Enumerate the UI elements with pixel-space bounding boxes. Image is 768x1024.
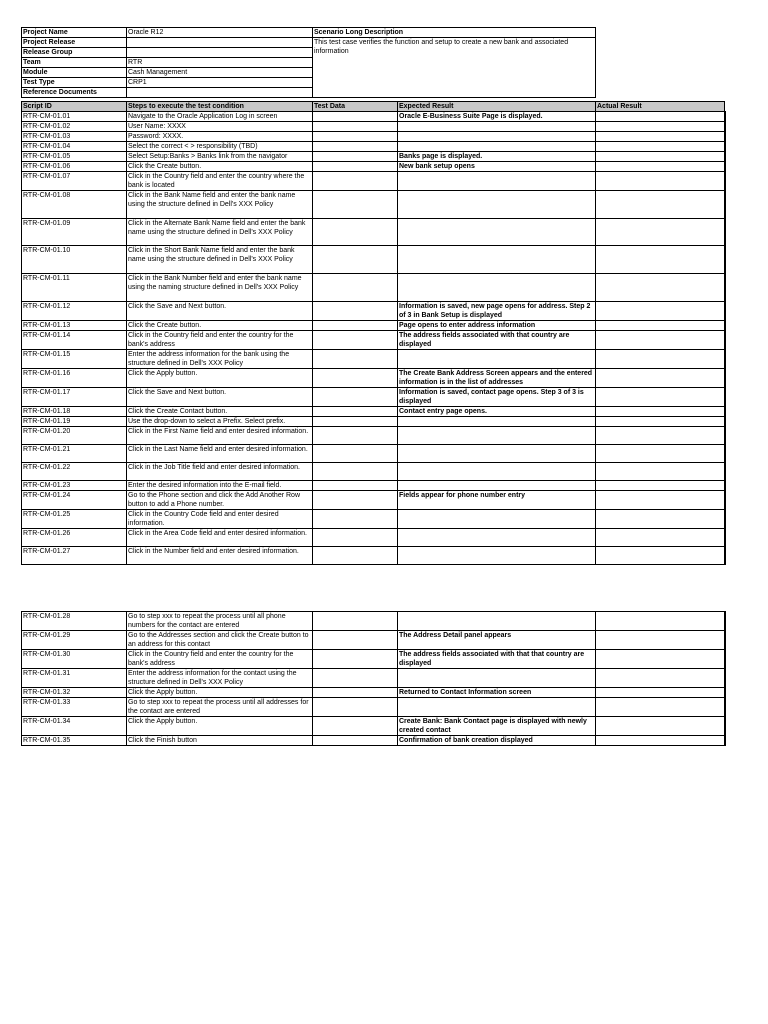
script-id-cell: RTR-CM-01.14 [22,331,127,350]
table-row [22,369,725,388]
info-row [22,38,596,48]
step-cell: Click in the Last Name field and enter desired information. [127,445,313,463]
actual-result-cell [596,547,725,565]
table-row [22,481,725,491]
table-row [22,445,725,463]
actual-result-cell [596,698,725,717]
expected-result-cell: The Create Bank Address Screen appears and the entered information is in the list of addresses [398,369,596,388]
step-cell: Click in the First Name field and enter desired information. [127,427,313,445]
table-row [22,650,725,669]
actual-result-cell [596,274,725,302]
expected-result-cell [398,427,596,445]
test-data-cell [313,122,398,132]
info-value [127,88,313,98]
test-data-cell [313,162,398,172]
test-data-cell [313,417,398,427]
table-row [22,321,725,331]
test-data-cell [313,688,398,698]
expected-result-cell [398,481,596,491]
expected-result-cell: The Address Detail panel appears [398,631,596,650]
expected-result-cell: Oracle E-Business Suite Page is displayed. [398,112,596,122]
step-cell: Click the Apply button. [127,369,313,388]
script-id-cell: RTR-CM-01.31 [22,669,127,688]
info-value: RTR [127,58,313,68]
table-row [22,407,725,417]
test-data-cell [313,112,398,122]
info-value [127,48,313,58]
script-id-cell: RTR-CM-01.30 [22,650,127,669]
info-value [127,38,313,48]
table-row [22,388,725,407]
step-cell: User Name: XXXX [127,122,313,132]
expected-result-cell: Information is saved, new page opens for address. Step 2 of 3 in Bank Setup is displayed [398,302,596,321]
expected-result-cell: Page opens to enter address information [398,321,596,331]
info-value: Oracle R12 [127,28,313,38]
actual-result-cell [596,122,725,132]
actual-result-cell [596,688,725,698]
expected-result-cell: Fields appear for phone number entry [398,491,596,510]
actual-result-cell [596,510,725,529]
info-label: Project Release [22,38,127,48]
table-row [22,669,725,688]
actual-result-cell [596,417,725,427]
info-label: Module [22,68,127,78]
script-id-header: Script ID [22,102,127,112]
test-steps-table-continued [21,611,726,746]
test-data-cell [313,302,398,321]
test-data-cell [313,510,398,529]
expected-result-header: Expected Result [398,102,596,112]
step-cell: Go to step xxx to repeat the process until all phone numbers for the contact are entered [127,612,313,631]
step-cell: Click in the Bank Number field and enter the bank name using the naming structure defined in Dell's XXX Policy [127,274,313,302]
script-id-cell: RTR-CM-01.22 [22,463,127,481]
expected-result-cell: Create Bank: Bank Contact page is displayed with newly created contact [398,717,596,736]
test-data-cell [313,481,398,491]
script-id-cell: RTR-CM-01.05 [22,152,127,162]
test-data-cell [313,427,398,445]
actual-result-cell [596,736,725,746]
script-id-cell: RTR-CM-01.19 [22,417,127,427]
table-row [22,246,725,274]
test-data-cell [313,407,398,417]
info-label: Team [22,58,127,68]
actual-result-cell [596,321,725,331]
script-id-cell: RTR-CM-01.12 [22,302,127,321]
info-value: Cash Management [127,68,313,78]
info-label: Reference Documents [22,88,127,98]
info-value: CRP1 [127,78,313,88]
expected-result-cell [398,698,596,717]
expected-result-cell [398,510,596,529]
table-row [22,717,725,736]
script-id-cell: RTR-CM-01.33 [22,698,127,717]
step-cell: Click in the Country field and enter the country for the bank's address [127,331,313,350]
script-id-cell: RTR-CM-01.01 [22,112,127,122]
test-data-cell [313,717,398,736]
script-id-cell: RTR-CM-01.21 [22,445,127,463]
script-id-cell: RTR-CM-01.08 [22,191,127,219]
table-row [22,463,725,481]
test-data-cell [313,698,398,717]
step-cell: Click in the Alternate Bank Name field and enter the bank name using the structure defined in Dell's XXX Policy [127,219,313,246]
expected-result-cell: Returned to Contact Information screen [398,688,596,698]
actual-result-cell [596,219,725,246]
script-id-cell: RTR-CM-01.24 [22,491,127,510]
expected-result-cell: Confirmation of bank creation displayed [398,736,596,746]
actual-result-cell [596,481,725,491]
expected-result-cell [398,219,596,246]
script-id-cell: RTR-CM-01.27 [22,547,127,565]
actual-result-cell [596,302,725,321]
expected-result-cell [398,132,596,142]
actual-result-header: Actual Result [596,102,725,112]
actual-result-cell [596,427,725,445]
actual-result-cell [596,172,725,191]
table-row [22,612,725,631]
table-row [22,162,725,172]
actual-result-cell [596,331,725,350]
table-row [22,688,725,698]
expected-result-cell [398,142,596,152]
table-row [22,152,725,162]
step-cell: Click the Create button. [127,321,313,331]
expected-result-cell [398,417,596,427]
test-data-cell [313,388,398,407]
step-cell: Click the Create Contact button. [127,407,313,417]
expected-result-cell [398,246,596,274]
test-data-cell [313,172,398,191]
step-cell: Click in the Country field and enter the country where the bank is located [127,172,313,191]
test-data-header: Test Data [313,102,398,112]
actual-result-cell [596,112,725,122]
step-cell: Click the Apply button. [127,688,313,698]
test-steps-table [21,101,726,565]
step-cell: Enter the address information for the bank using the structure defined in Dell's XXX Policy [127,350,313,369]
table-row [22,302,725,321]
step-cell: Click in the Job Title field and enter desired information. [127,463,313,481]
actual-result-cell [596,463,725,481]
actual-result-cell [596,445,725,463]
test-data-cell [313,547,398,565]
table-row [22,191,725,219]
expected-result-cell [398,463,596,481]
test-data-cell [313,736,398,746]
actual-result-cell [596,246,725,274]
script-id-cell: RTR-CM-01.16 [22,369,127,388]
table-row [22,112,725,122]
actual-result-cell [596,669,725,688]
actual-result-cell [596,631,725,650]
step-cell: Click in the Country Code field and enter desired information. [127,510,313,529]
script-id-cell: RTR-CM-01.17 [22,388,127,407]
table-row [22,132,725,142]
test-data-cell [313,191,398,219]
step-cell: Click the Save and Next button. [127,302,313,321]
actual-result-cell [596,407,725,417]
step-cell: Click in the Bank Name field and enter the bank name using the structure defined in Dell's XXX Policy [127,191,313,219]
step-cell: Select Setup:Banks > Banks link from the navigator [127,152,313,162]
test-data-cell [313,650,398,669]
actual-result-cell [596,491,725,510]
table-row [22,172,725,191]
expected-result-cell [398,350,596,369]
test-data-cell [313,321,398,331]
script-id-cell: RTR-CM-01.03 [22,132,127,142]
table-row [22,350,725,369]
test-data-cell [313,491,398,510]
project-info-table [21,27,596,98]
step-cell: Go to the Addresses section and click the Create button to an address for this contact [127,631,313,650]
table-row [22,491,725,510]
table-row [22,274,725,302]
step-cell: Click the Finish button [127,736,313,746]
script-id-cell: RTR-CM-01.25 [22,510,127,529]
table-row [22,529,725,547]
expected-result-cell: New bank setup opens [398,162,596,172]
actual-result-cell [596,350,725,369]
step-cell: Navigate to the Oracle Application Log in screen [127,112,313,122]
step-cell: Use the drop-down to select a Prefix. Select prefix. [127,417,313,427]
table-row [22,417,725,427]
info-row [22,28,596,38]
test-data-cell [313,219,398,246]
script-id-cell: RTR-CM-01.09 [22,219,127,246]
actual-result-cell [596,650,725,669]
table-row [22,547,725,565]
test-data-cell [313,152,398,162]
expected-result-cell [398,274,596,302]
actual-result-cell [596,369,725,388]
expected-result-cell [398,547,596,565]
table-row [22,142,725,152]
step-cell: Click the Apply button. [127,717,313,736]
step-cell: Click the Create button. [127,162,313,172]
script-id-cell: RTR-CM-01.23 [22,481,127,491]
script-id-cell: RTR-CM-01.15 [22,350,127,369]
actual-result-cell [596,388,725,407]
script-id-cell: RTR-CM-01.07 [22,172,127,191]
test-data-cell [313,274,398,302]
test-data-cell [313,631,398,650]
expected-result-cell: The address fields associated with that that country are displayed [398,650,596,669]
step-cell: Click in the Short Bank Name field and enter the bank name using the structure defined in Dell's XXX Policy [127,246,313,274]
script-id-cell: RTR-CM-01.13 [22,321,127,331]
expected-result-cell: Banks page is displayed. [398,152,596,162]
test-data-cell [313,445,398,463]
table-header-row [22,102,725,112]
step-cell: Click in the Country field and enter the country for the bank's address [127,650,313,669]
actual-result-cell [596,152,725,162]
expected-result-cell: The address fields associated with that country are displayed [398,331,596,350]
info-label: Release Group [22,48,127,58]
step-cell: Password: XXXX. [127,132,313,142]
script-id-cell: RTR-CM-01.20 [22,427,127,445]
expected-result-cell: Information is saved, contact page opens. Step 3 of 3 is displayed [398,388,596,407]
step-cell: Enter the desired information into the E-mail field. [127,481,313,491]
expected-result-cell [398,172,596,191]
table-row [22,510,725,529]
expected-result-cell [398,445,596,463]
script-id-cell: RTR-CM-01.02 [22,122,127,132]
expected-result-cell [398,122,596,132]
test-data-cell [313,331,398,350]
step-cell: Click in the Number field and enter desired information. [127,547,313,565]
steps-header: Steps to execute the test condition [127,102,313,112]
test-data-cell [313,132,398,142]
step-cell: Click the Save and Next button. [127,388,313,407]
script-id-cell: RTR-CM-01.28 [22,612,127,631]
step-cell: Click in the Area Code field and enter desired information. [127,529,313,547]
script-id-cell: RTR-CM-01.10 [22,246,127,274]
step-cell: Select the correct < > responsibility (TBD) [127,142,313,152]
actual-result-cell [596,529,725,547]
table-row [22,219,725,246]
expected-result-cell [398,669,596,688]
test-data-cell [313,142,398,152]
script-id-cell: RTR-CM-01.34 [22,717,127,736]
expected-result-cell [398,612,596,631]
test-data-cell [313,669,398,688]
step-cell: Go to step xxx to repeat the process until all addresses for the contact are entered [127,698,313,717]
scenario-description: This test case verifies the function and setup to create a new bank and associated information [313,38,596,98]
step-cell: Go to the Phone section and click the Add Another Row button to add a Phone number. [127,491,313,510]
expected-result-cell [398,529,596,547]
script-id-cell: RTR-CM-01.18 [22,407,127,417]
step-cell: Enter the address information for the contact using the structure defined in Dell's XXX Policy [127,669,313,688]
table-row [22,122,725,132]
actual-result-cell [596,612,725,631]
actual-result-cell [596,162,725,172]
table-row [22,427,725,445]
test-data-cell [313,463,398,481]
script-id-cell: RTR-CM-01.26 [22,529,127,547]
test-data-cell [313,350,398,369]
script-id-cell: RTR-CM-01.29 [22,631,127,650]
actual-result-cell [596,717,725,736]
script-id-cell: RTR-CM-01.06 [22,162,127,172]
script-id-cell: RTR-CM-01.04 [22,142,127,152]
test-data-cell [313,612,398,631]
table-row [22,698,725,717]
actual-result-cell [596,142,725,152]
info-label: Project Name [22,28,127,38]
test-data-cell [313,369,398,388]
table-row [22,631,725,650]
scenario-description-header: Scenario Long Description [313,28,596,38]
script-id-cell: RTR-CM-01.11 [22,274,127,302]
test-data-cell [313,246,398,274]
actual-result-cell [596,132,725,142]
expected-result-cell: Contact entry page opens. [398,407,596,417]
table-row [22,331,725,350]
info-label: Test Type [22,78,127,88]
expected-result-cell [398,191,596,219]
script-id-cell: RTR-CM-01.32 [22,688,127,698]
script-id-cell: RTR-CM-01.35 [22,736,127,746]
actual-result-cell [596,191,725,219]
table-row [22,736,725,746]
test-data-cell [313,529,398,547]
